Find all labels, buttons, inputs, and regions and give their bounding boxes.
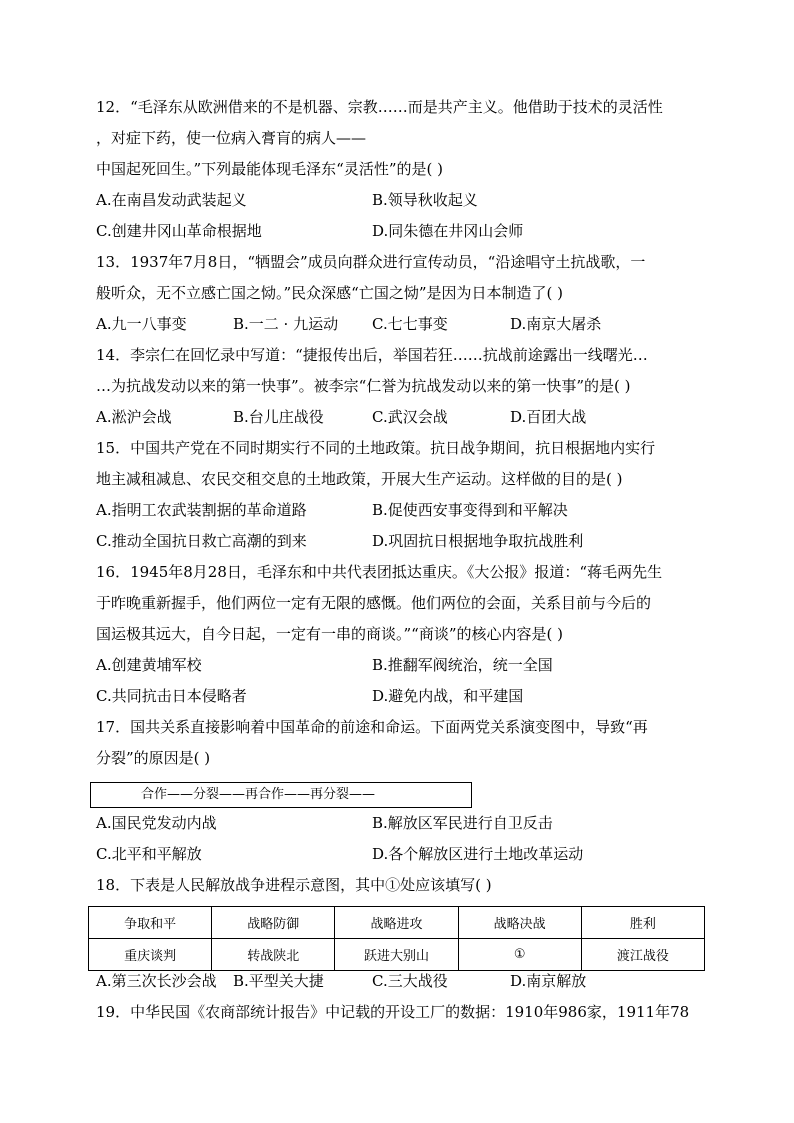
q15-stem-line1: 15．中国共产党在不同时期实行不同的土地政策。抗日战争期间，抗日根据地内实行 (96, 439, 656, 457)
q14-option-b: B.台儿庄战役 (233, 408, 324, 426)
q14-stem-line2: …为抗战发动以来的第一快事”。被李宗“仁誉为抗战发动以来的第一快事”的是( ) (96, 377, 631, 395)
table-cell: 战略防御 (212, 907, 335, 939)
table-cell: 胜利 (581, 907, 704, 939)
table-cell: 跃进大别山 (335, 939, 458, 971)
table-cell-blank-marker: ① (458, 939, 581, 971)
q14-stem-line1: 14．李宗仁在回忆录中写道：“捷报传出后，举国若狂……抗战前途露出一线曙光… (96, 346, 648, 364)
q15-option-d: D.巩固抗日根据地争取抗战胜利 (372, 532, 584, 550)
q16-option-b: B.推翻军阀统治，统一全国 (372, 656, 553, 674)
q15-option-c: C.推动全国抗日救亡高潮的到来 (96, 532, 307, 550)
q12-option-d: D.同朱德在井冈山会师 (372, 222, 524, 240)
q16-option-d: D.避免内战，和平建国 (372, 687, 524, 705)
war-process-table (88, 906, 705, 971)
q14-option-a: A.淞沪会战 (96, 408, 172, 426)
q12-stem-line1: 12．“毛泽东从欧洲借来的不是机器、宗教……而是共产主义。他借助于技术的灵活性 (96, 98, 663, 116)
q12-option-a: A.在南昌发动武装起义 (96, 191, 247, 209)
q15-option-a: A.指明工农武装割据的革命道路 (96, 501, 307, 519)
q12-stem-line3: 中国起死回生。”下列最能体现毛泽东“灵活性”的是( ) (96, 160, 443, 178)
table-row (89, 907, 705, 939)
q18-option-b: B.平型关大捷 (233, 972, 324, 990)
q18-option-d: D.南京解放 (510, 972, 587, 990)
q17-option-d: D.各个解放区进行土地改革运动 (372, 845, 584, 863)
q17-stem-line2: 分裂”的原因是( ) (96, 749, 211, 767)
table-cell: 转战陕北 (212, 939, 335, 971)
q13-option-d: D.南京大屠杀 (510, 315, 602, 333)
relationship-flow-box: 合作——分裂——再合作——再分裂—— (90, 782, 472, 808)
q12-option-b: B.领导秋收起义 (372, 191, 478, 209)
q18-option-a: A.第三次长沙会战 (96, 972, 217, 990)
table-cell: 战略决战 (458, 907, 581, 939)
q17-option-c: C.北平和平解放 (96, 845, 202, 863)
q15-option-b: B.促使西安事变得到和平解决 (372, 501, 568, 519)
q17-option-a: A.国民党发动内战 (96, 814, 217, 832)
q17-stem-line1: 17．国共关系直接影响着中国革命的前途和命运。下面两党关系演变图中，导致“再 (96, 718, 648, 736)
table-cell: 争取和平 (89, 907, 212, 939)
q16-stem-line3: 国运极其远大，自今日起，一定有一串的商谈。”“商谈”的核心内容是( ) (96, 625, 563, 643)
q13-option-a: A.九一八事变 (96, 315, 187, 333)
q16-stem-line1: 16．1945年8月28日，毛泽东和中共代表团抵达重庆。《大公报》报道：“蒋毛两先生 (96, 563, 663, 581)
q18-stem-line1: 18．下表是人民解放战争进程示意图，其中①处应该填写( ) (96, 876, 492, 894)
q18-option-c: C.三大战役 (372, 972, 448, 990)
q15-stem-line2: 地主减租减息、农民交租交息的土地政策，开展大生产运动。这样做的目的是( ) (96, 470, 623, 488)
q17-option-b: B.解放区军民进行自卫反击 (372, 814, 553, 832)
q19-stem-line1: 19．中华民国《农商部统计报告》中记载的开设工厂的数据：1910年986家，1911年78 (96, 1003, 690, 1021)
table-cell: 渡江战役 (581, 939, 704, 971)
q13-option-b: B.一二 · 九运动 (233, 315, 339, 333)
q13-stem-line1: 13．1937年7月8日，“牺盟会”成员向群众进行宣传动员，“沿途唱守土抗战歌，一 (96, 253, 646, 271)
table-cell: 战略进攻 (335, 907, 458, 939)
q12-option-c: C.创建井冈山革命根据地 (96, 222, 262, 240)
q14-option-c: C.武汉会战 (372, 408, 448, 426)
q14-option-d: D.百团大战 (510, 408, 587, 426)
q13-stem-line2: 般听众，无不立感亡国之恸。”民众深感“亡国之恸”是因为日本制造了( ) (96, 284, 563, 302)
q16-option-c: C.共同抗击日本侵略者 (96, 687, 247, 705)
q13-option-c: C.七七事变 (372, 315, 448, 333)
q16-stem-line2: 于昨晚重新握手，他们两位一定有无限的感慨。他们两位的会面，关系目前与今后的 (96, 594, 652, 612)
q12-stem-line2: ，对症下药，使一位病入膏肓的病人—— (96, 129, 367, 147)
q16-option-a: A.创建黄埔军校 (96, 656, 202, 674)
table-row (89, 939, 705, 971)
table-cell: 重庆谈判 (89, 939, 212, 971)
